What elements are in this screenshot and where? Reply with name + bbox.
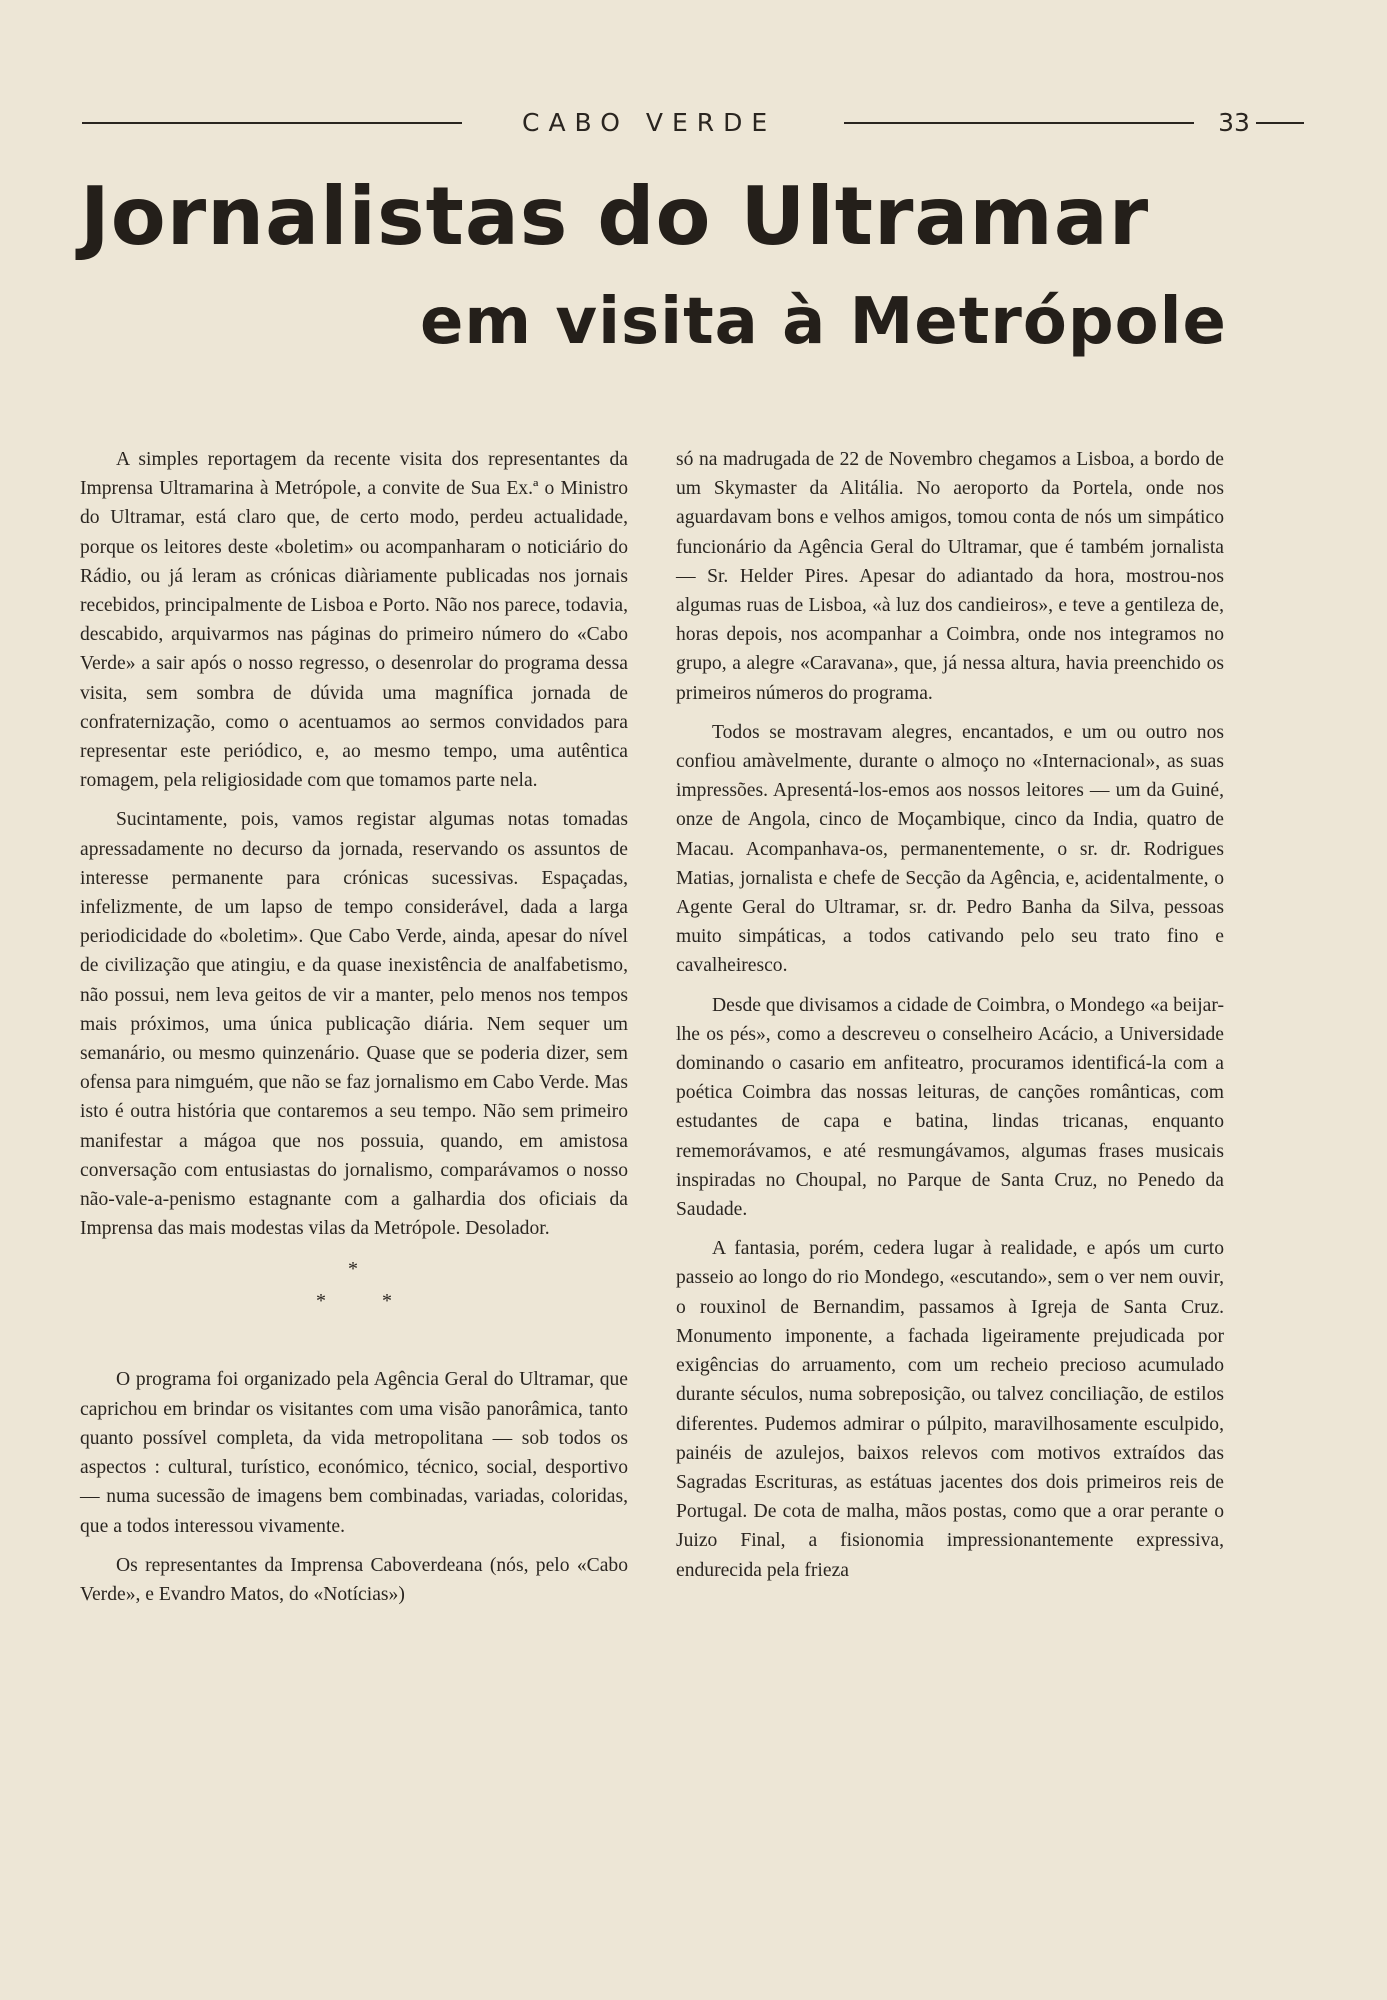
paragraph: Todos se mostravam alegres, encantados, e um ou outro nos confiou amàvelmente, durante o almoço no «Internacional», as suas impressões. Apresentá-los-emos aos nossos leitores — um da Guiné, onze de Angola, cinco de Moçambique, cinco da India, quatro de Macau. Acompanhava-os, permanentemente, o sr. dr. Rodrigues Matias, jornalista e chefe de Secção da Agência, e, acidentalmente, o Agente Geral do Ultramar, sr. dr. Pedro Banha da Silva, pessoas muito simpáticas, a todos cativando pelo seu trato fino e cavalheiresco.	[676, 721, 1224, 977]
paragraph: A fantasia, porém, cedera lugar à realidade, e após um curto passeio ao longo do rio Mondego, «escutando», sem o ver nem ouvir, o rouxinol de Bernandim, passamos à Igreja de Santa Cruz. Monumento imponente, a fachada ligeiramente prejudicada por exigências do arruamento, com um recheio precioso acumulado durante séculos, numa sobreposição, ou talvez conciliação, de estilos diferentes. Pudemos admirar o púlpito, maravilhosamente esculpido, painéis de azulejos, baixos relevos com motivos extraídos das Sagradas Escrituras, as estátuas jacentes dos dois primeiros reis de Portugal. De cota de malha, mãos postas, como que a orar perante o Juizo Final, a fisionomia impressionantemente expressiva, endurecida pela frieza	[676, 1238, 1224, 1581]
headline-line-1: Jornalistas do Ultramar	[80, 170, 1150, 263]
page-header	[82, 108, 1250, 138]
header-rule-right	[1256, 122, 1304, 124]
paragraph: Sucintamente, pois, vamos registar algumas notas tomadas apressadamente no decurso da jornada, reservando os assuntos de interesse permanente para crónicas sucessivas. Espaçadas, infelizmente, de um lapso de tempo considerável, dada a larga periodicidade do «boletim». Que Cabo Verde, ainda, apesar do nível de civilização que atingiu, e da quase inexistência de analfabetismo, não possui, nem leva geitos de vir a manter, pelo menos nos tempos mais próximos, uma única publicação diária. Nem sequer um semanário, ou mesmo quinzenário. Quase que se poderia dizer, sem ofensa para nimguém, que não se faz jornalismo em Cabo Verde. Mas isto é outra história que contaremos a seu tempo. Não sem primeiro manifestar a mágoa que nos possuia, quando, em amistosa conversação com entusiastas do jornalismo, comparávamos o nosso não-vale-a-penismo estagnante com a galhardia dos oficiais da Imprensa das mais modestas vilas da Metrópole. Desolador.	[80, 809, 628, 1240]
paragraph: só na madrugada de 22 de Novembro chegamos a Lisboa, a bordo de um Skymaster da Alitália. No aeroporto da Portela, onde nos aguardavam bons e velhos amigos, tomou conta de nós um simpático funcionário da Agência Geral do Ultramar, que é também jornalista — Sr. Helder Pires. Apesar do adiantado da hora, mostrou-nos algumas ruas de Lisboa, «à luz dos candieiros», e teve a gentileza de, horas depois, nos acompanhar a Coimbra, onde nos integramos no grupo, a alegre «Caravana», que, já nessa altura, havia preenchido os primeiros números do programa.	[676, 449, 1224, 704]
separator-asterisk: *	[382, 1290, 392, 1313]
page-number: 33	[1218, 108, 1250, 137]
paragraph: A simples reportagem da recente visita dos representantes da Imprensa Ultramarina à Metrópole, a convite de Sua Ex.ª o Ministro do Ultramar, está claro que, de certo modo, perdeu actualidade, porque os leitores deste «boletim» ou acompanharam o noticiário do Rádio, ou já leram as crónicas diàriamente publicadas nos jornais recebidos, principalmente de Lisboa e Porto. Não nos parece, todavia, descabido, arquivarmos nas páginas do primeiro número do «Cabo Verde» a sair após o nosso regresso, o desenrolar do programa dessa visita, sem sombra de dúvida uma magnífica jornada de confraternização, como o acentuamos ao sermos convidados para representar este periódico, e, ao mesmo tempo, uma autêntica romagem, pela religiosidade com que tomamos parte nela.	[80, 449, 628, 792]
separator-asterisk: *	[348, 1258, 358, 1281]
header-rule-middle	[844, 122, 1194, 124]
running-title: CABO VERDE	[522, 108, 777, 137]
paragraph: Os representantes da Imprensa Caboverdeana (nós, pelo «Cabo Verde», e Evandro Matos, do «Notícias»)	[80, 1554, 628, 1605]
header-rule-left	[82, 122, 462, 124]
paragraph: O programa foi organizado pela Agência Geral do Ultramar, que caprichou em brindar os visitantes com uma visão panorâmica, tanto quanto possível completa, da vida metropolitana — sob todos os aspectos : cultural, turístico, económico, técnico, social, desportivo — numa sucessão de imagens bem combinadas, variadas, coloridas, que a todos interessou vivamente.	[80, 1369, 628, 1537]
headline-line-2: em visita à Metrópole	[420, 285, 1227, 359]
separator-asterisk: *	[316, 1290, 326, 1313]
section-separator	[80, 1257, 628, 1327]
article-column-left	[80, 445, 628, 1619]
article-column-right	[676, 445, 1224, 1595]
paragraph: Desde que divisamos a cidade de Coimbra, o Mondego «a beijar-lhe os pés», como a descreveu o conselheiro Acácio, a Universidade dominando o casario em anfiteatro, procuramos identificá-la com a poética Coimbra das nossas leituras, de canções românticas, com estudantes de capa e batina, lindas tricanas, enquanto rememorávamos, e até resmungávamos, algumas frases musicais inspiradas no Choupal, no Parque de Santa Cruz, no Penedo da Saudade.	[676, 994, 1224, 1221]
